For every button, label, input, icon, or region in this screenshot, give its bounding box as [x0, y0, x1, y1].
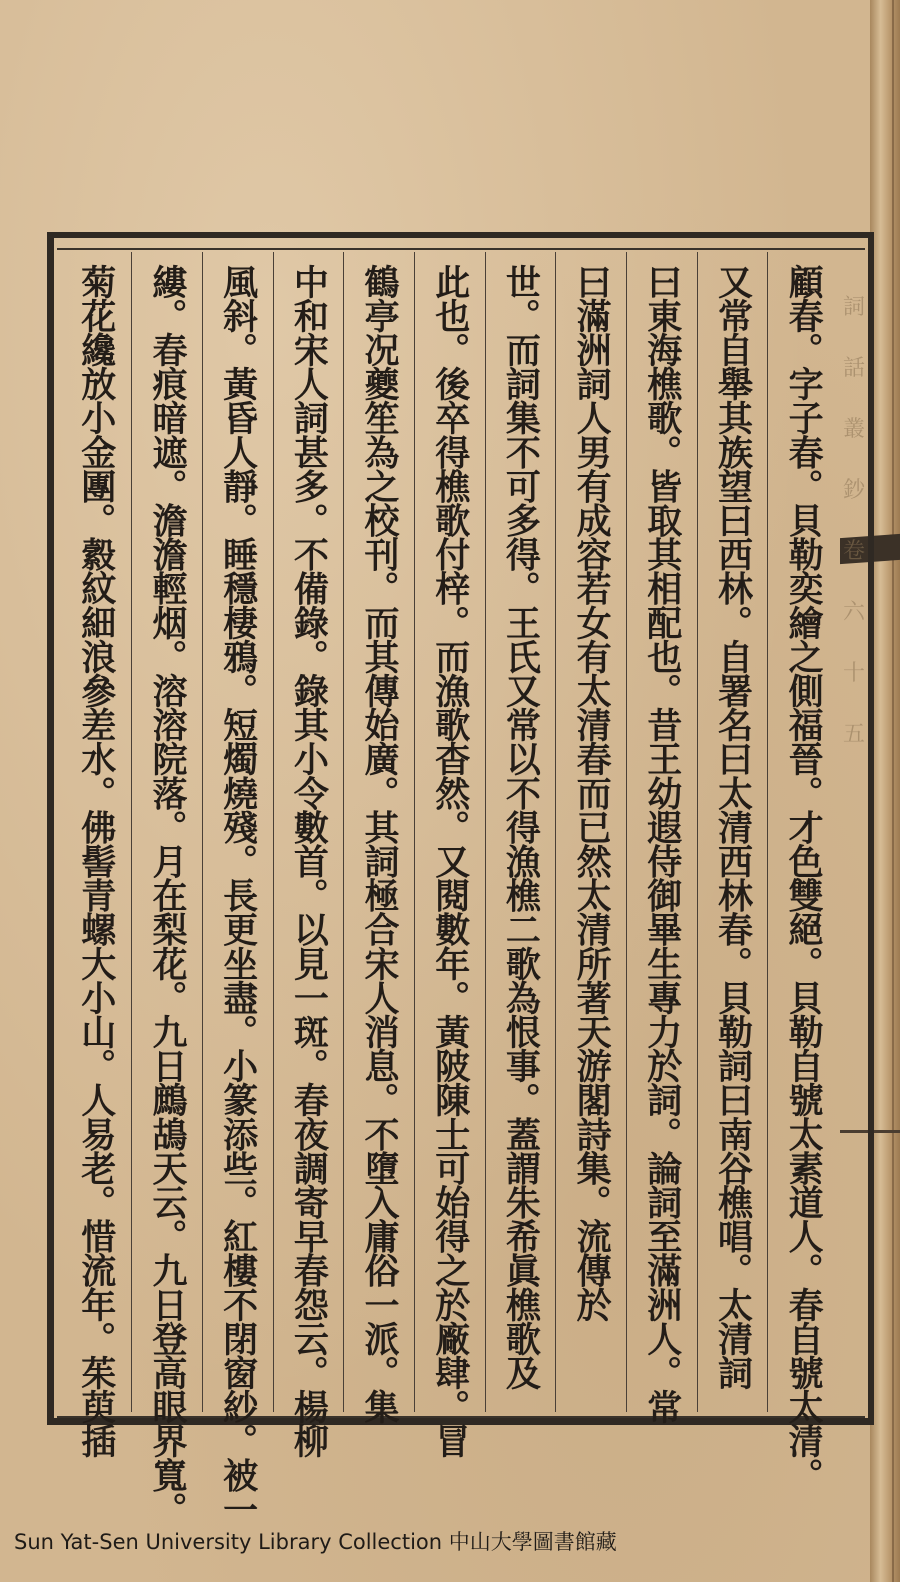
- text-column: [626, 252, 697, 1424]
- book-spine: [870, 0, 900, 1582]
- text-column: [767, 252, 838, 1492]
- edge-label-char: 詞: [842, 295, 865, 320]
- edge-label-char: 話: [842, 356, 865, 381]
- column-text: 顧春。字子春。貝勒奕繪之側福晉。才色雙絕。貝勒自號太素道人。春自號太清。: [783, 264, 825, 1492]
- text-column: [60, 252, 131, 1458]
- column-text: 菊花纔放小金團。縠紋細浪參差水。佛髻青螺大小山。人易老。惜流年。茱萸插: [75, 264, 117, 1458]
- column-text: 此也。後卒得樵歌付梓。而漁歌杳然。又閱數年。黃陂陳士可始得之於廠肆。冒: [429, 264, 471, 1458]
- column-text: 風斜。黃昏人靜。睡穩棲鴉。短燭燒殘。長更坐盡。小篆添些。紅樓不閉窗紗。被一: [217, 264, 259, 1526]
- text-column: [343, 252, 414, 1424]
- edge-label-char: 六: [842, 600, 865, 625]
- column-text: 曰東海樵歌。皆取其相配也。昔王幼遐侍御畢生專力於詞。論詞至滿洲人。常: [641, 264, 683, 1424]
- column-text: 鶴亭况夔笙為之校刊。而其傳始廣。其詞極合宋人消息。不墮入庸俗一派。集: [359, 264, 401, 1424]
- collection-watermark: Sun Yat-Sen University Library Collection 中山大學圖書館藏: [14, 1530, 617, 1554]
- text-columns: [60, 252, 838, 1526]
- text-column: [697, 252, 768, 1412]
- column-text: 中和宋人詞甚多。不備錄。錄其小令數首。以見一斑。春夜調寄早春怨云。楊柳: [288, 264, 330, 1458]
- edge-label-char: 五: [842, 722, 865, 747]
- column-text: 曰滿洲詞人男有成容若女有太清春而已然太清所著天游閣詩集。流傳於: [571, 264, 613, 1322]
- text-column: [131, 252, 202, 1526]
- text-column: [485, 252, 556, 1412]
- edge-label-char: 叢: [842, 417, 865, 442]
- text-column: [555, 252, 626, 1412]
- text-column: [273, 252, 344, 1458]
- edge-label-char: 卷: [842, 539, 865, 564]
- edge-label-char: 鈔: [842, 478, 865, 503]
- edge-label-char: 十: [842, 661, 865, 686]
- column-text: 縷。春痕暗遮。澹澹輕烟。溶溶院落。月在梨花。九日鷓鴣天云。九日登高眼界寬。: [146, 264, 188, 1526]
- spine-edge-line: [892, 0, 894, 1582]
- column-text: 又常自舉其族望曰西林。自署名曰太清西林春。貝勒詞曰南谷樵唱。太清詞: [712, 264, 754, 1390]
- text-column: [414, 252, 485, 1458]
- column-text: 世。而詞集不可多得。王氏又常以不得漁樵二歌為恨事。蓋謂朱希眞樵歌及: [500, 264, 542, 1390]
- text-column: [202, 252, 273, 1526]
